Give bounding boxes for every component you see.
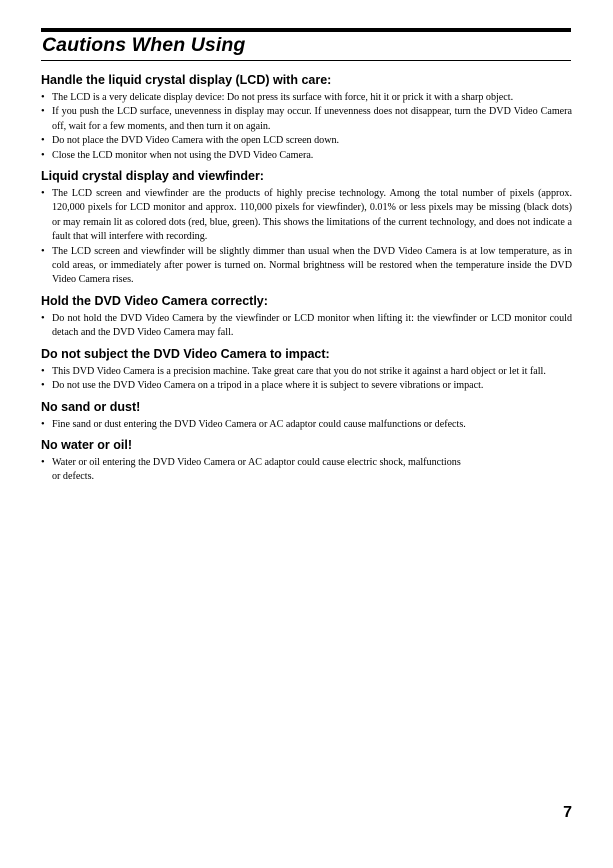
bullet-list xyxy=(41,418,572,432)
section-heading: No sand or dust! xyxy=(41,399,141,414)
bullet-item: • Do not place the DVD Video Camera with the open LCD screen down. xyxy=(41,134,572,148)
section-heading: Hold the DVD Video Camera correctly: xyxy=(41,293,268,308)
bullet-item: • Do not hold the DVD Video Camera by the viewfinder or LCD monitor when lifting it: the viewfinder or LCD monitor could detach and the DVD Video Camera may fall. xyxy=(41,312,572,341)
bullet-item: • Fine sand or dust entering the DVD Video Camera or AC adaptor could cause malfunctions or defects. xyxy=(41,418,572,432)
section-heading: Liquid crystal display and viewfinder: xyxy=(41,169,264,184)
section-hold-correctly xyxy=(41,293,572,341)
bullet-item: • If you push the LCD surface, unevenness in display may occur. If unevenness does not disappear, turn the DVD Video Camera off, wait for a few moments, and then turn it on again. xyxy=(41,105,572,134)
page-title: Cautions When Using xyxy=(42,34,246,56)
bullet-list xyxy=(41,365,572,394)
bullet-item: • The LCD is a very delicate display device: Do not press its surface with force, hit it or prick it with a sharp object. xyxy=(41,91,572,105)
bullet-item: • The LCD screen and viewfinder are the products of highly precise technology. Among the total number of pixels (approx. 120,000 pixels for LCD monitor and approx. 110,000 pixels for viewfinder), 0.01% or less pixels may be missing (black dots) or may remain lit as colored dots (red, blue, green). This shows the limitations of the current technology, and does not indicate a fault that will interfere with recording. xyxy=(41,187,572,245)
bullet-list xyxy=(41,312,572,341)
section-heading: Handle the liquid crystal display (LCD) with care: xyxy=(41,73,332,87)
section-heading: Do not subject the DVD Video Camera to impact: xyxy=(41,346,330,361)
section-heading: No water or oil! xyxy=(41,437,132,452)
cautions-content xyxy=(41,72,572,490)
title-top-rule xyxy=(41,28,571,32)
bullet-item: • The LCD screen and viewfinder will be slightly dimmer than usual when the DVD Video Camera is at low temperature, as in cold areas, or immediately after power is turned on. Normal brightness will be restored when the temperature inside the DVD Video Camera rises. xyxy=(41,245,572,288)
section-water-oil xyxy=(41,437,572,485)
section-lcd-care xyxy=(41,72,572,163)
section-lcd-viewfinder xyxy=(41,168,572,288)
bullet-item: • Water or oil entering the DVD Video Camera or AC adaptor could cause electric shock, malfunctions or defects. xyxy=(41,456,471,485)
section-sand-dust xyxy=(41,399,572,432)
bullet-list xyxy=(41,456,471,485)
bullet-item: • This DVD Video Camera is a precision machine. Take great care that you do not strike it against a hard object or let it fall. xyxy=(41,365,572,379)
bullet-item: • Do not use the DVD Video Camera on a tripod in a place where it is subject to severe vibrations or impact. xyxy=(41,379,572,393)
bullet-list xyxy=(41,91,572,163)
bullet-item: • Close the LCD monitor when not using the DVD Video Camera. xyxy=(41,149,572,163)
page-number: 7 xyxy=(563,804,572,821)
bullet-list xyxy=(41,187,572,288)
title-bottom-rule xyxy=(41,60,571,61)
section-impact xyxy=(41,346,572,394)
